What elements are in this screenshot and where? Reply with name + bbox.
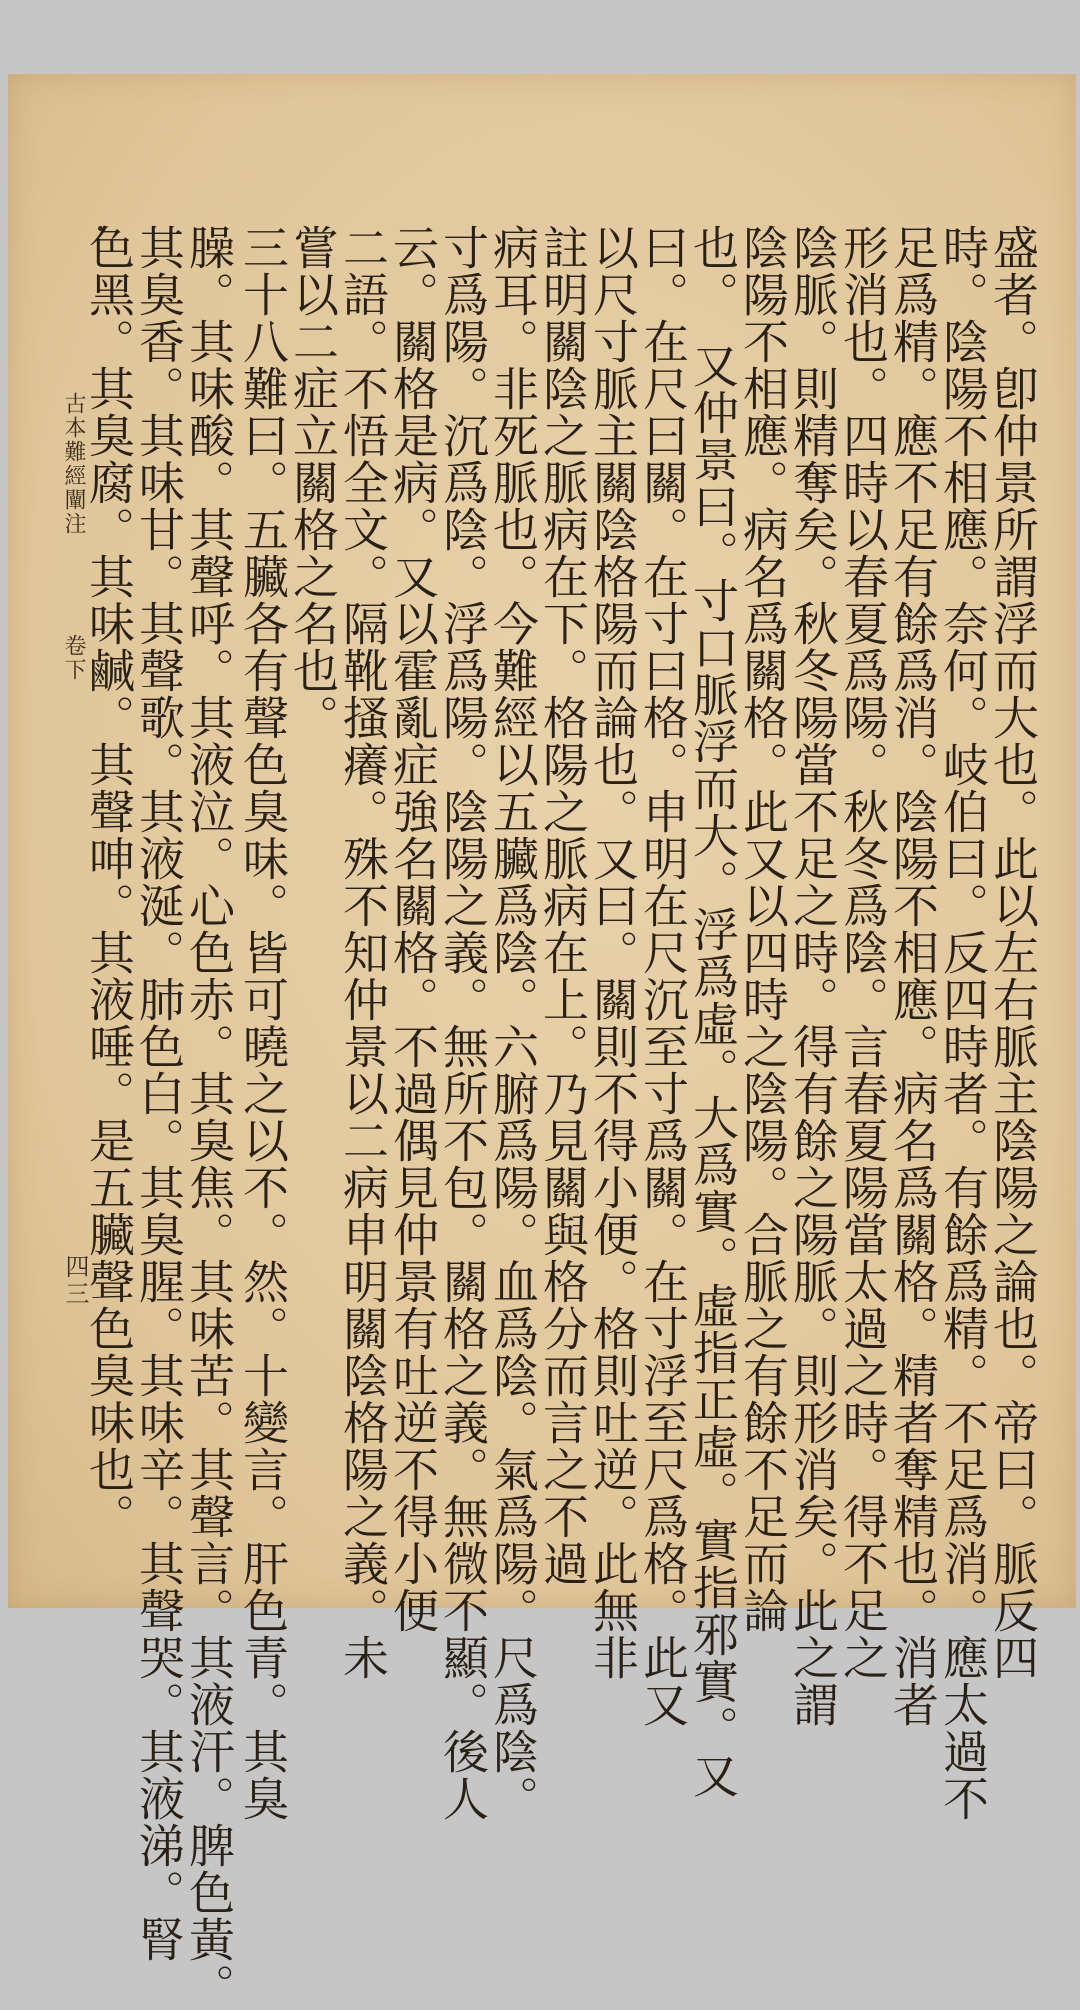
text-column: 時。陰陽不相應。奈何。岐伯曰。反四時者。有餘爲精。不足爲消。應太過不 [936,224,990,1822]
text-column: 陰陽不相應。病名爲關格。此又以四時之陰陽。合脈之有餘不足而論 [736,224,790,1634]
running-title: 古本難經闡注 [61,392,86,536]
text-column: 二語。不悟全文。隔靴搔癢。殊不知仲景以二病申明關陰格陽之義。未 [336,224,390,1681]
text-column: 曰。在尺曰關。在寸曰格。申明在尺沉至寸爲關。在寸浮至尺爲格。此又 [636,224,690,1728]
text-column: 云。關格是病。又以霍亂症強名關格。不過偶見仲景有吐逆不得小便 [386,224,440,1634]
text-column: 寸爲陽。沉爲陰。浮爲陽。陰陽之義。無所不包。關格之義。無微不顯。後人 [436,224,490,1822]
text-column: 盛者。卽仲景所謂浮而大也。此以左右脈主陰陽之論也。帝曰。脈反四 [986,224,1040,1681]
text-column: 足爲精。應不足有餘爲消。陰陽不相應。病名爲關格。精者奪精也。消者 [886,224,940,1728]
text-column: 以尺寸脈主關陰格陽而論也。又曰。關則不得小便。格則吐逆。此無非 [586,224,640,1681]
text-column: 色黑。其臭腐。其味鹹。其聲呻。其液唾。是五臟聲色臭味也。 [82,224,136,1540]
page-number: 四三 [61,1254,89,1308]
text-column: 陰脈。則精奪矣。秋冬陽當不足之時。得有餘之陽脈。則形消矣。此之謂 [786,224,840,1728]
text-column: 病耳。非死脈也。今難經以五臟爲陰。六腑爲陽。血爲陰。氣爲陽。尺爲陰。 [486,224,540,1822]
text-column: 嘗以二症立關格之名也。 [286,224,340,741]
text-column: 三十八難曰。五臟各有聲色臭味。皆可曉之以不。然。十變言。肝色青。其臭 [236,224,290,1822]
text-column: 也。 又仲景曰。寸口脈浮而大。浮爲虛。大爲實。虛指正虛。實指邪實。又 [686,224,740,1799]
text-column: 臊。其味酸。其聲呼。其液泣。心色赤。其臭焦。其味苦。其聲言。其液汗。脾色黃。 [182,224,236,2010]
text-column: 註明關陰之脈病在下。格陽之脈病在上。乃見關與格分而言之不過 [536,224,590,1587]
book-page [8,74,1076,2010]
text-column: 形消也。四時以春夏爲陽。秋冬爲陰。言春夏陽當太過之時。得不足之 [836,224,890,1681]
text-column: 其臭香。其味甘。其聲歌。其液涎。肺色白。其臭腥。其味辛。其聲哭。其液涕。腎 [132,224,186,1963]
main-text [82,224,1040,2010]
volume-label: 卷下 [61,634,86,682]
